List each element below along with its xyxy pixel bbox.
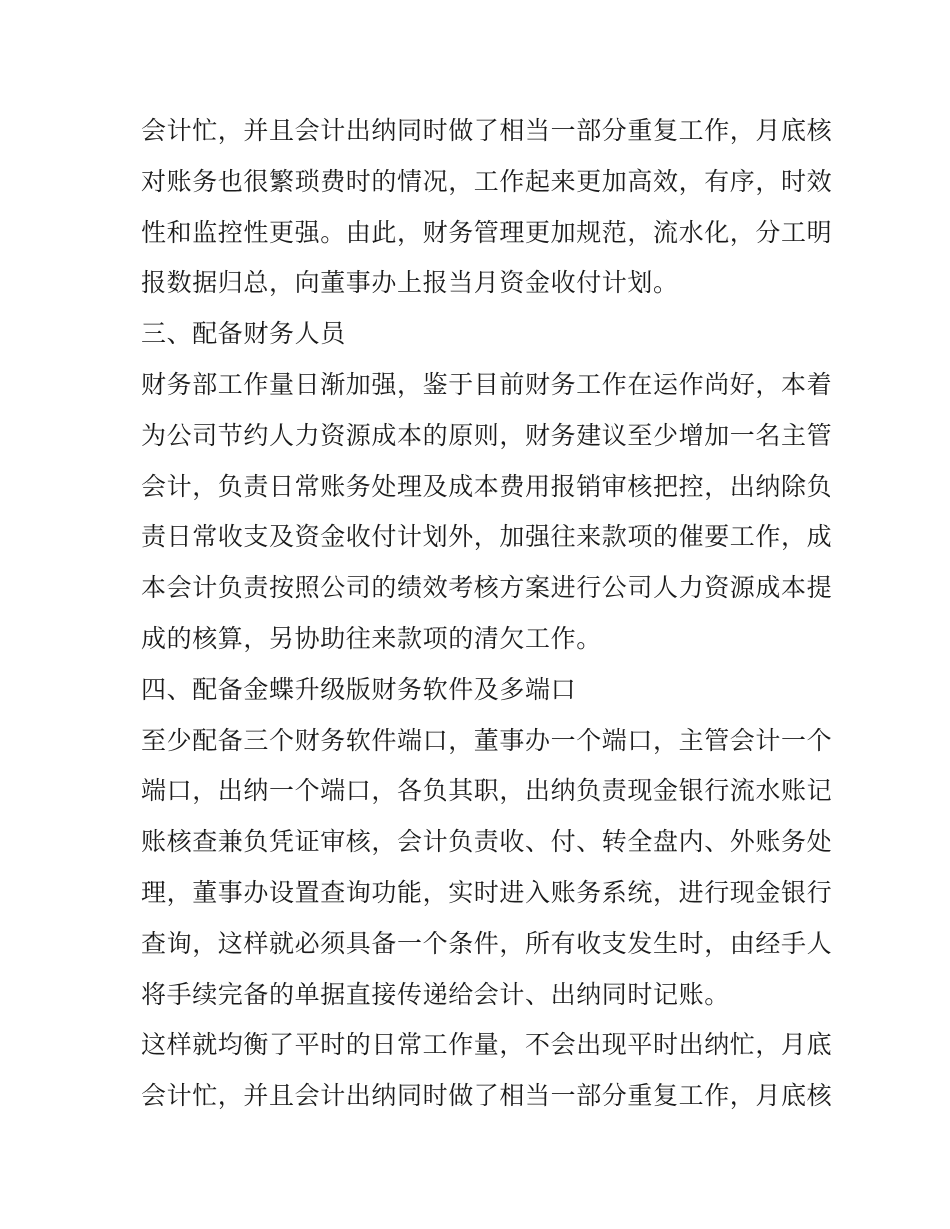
text-line: 这样就均衡了平时的日常工作量，不会出现平时出纳忙，月底 bbox=[141, 1030, 833, 1060]
text-line: 会计忙，并且会计出纳同时做了相当一部分重复工作，月底核 bbox=[141, 116, 833, 145]
text-line: 财务部工作量日渐加强，鉴于目前财务工作在运作尚好，本着 bbox=[141, 369, 833, 399]
text-line: 会计忙，并且会计出纳同时做了相当一部分重复工作，月底核 bbox=[141, 1081, 833, 1111]
document-body bbox=[141, 106, 833, 1122]
text-line: 性和监控性更强。由此，财务管理更加规范，流水化，分工明 bbox=[141, 217, 833, 247]
text-line: 至少配备三个财务软件端口，董事办一个端口，主管会计一个 bbox=[141, 725, 833, 755]
text-line: 对账务也很繁琐费时的情况，工作起来更加高效，有序，时效 bbox=[141, 166, 833, 196]
text-line: 为公司节约人力资源成本的原则，财务建议至少增加一名主管 bbox=[141, 420, 833, 450]
text-line: 责日常收支及资金收付计划外，加强往来款项的催要工作，成 bbox=[141, 522, 833, 552]
text-line: 本会计负责按照公司的绩效考核方案进行公司人力资源成本提 bbox=[141, 573, 833, 603]
text-line: 账核查兼负凭证审核，会计负责收、付、转全盘内、外账务处 bbox=[141, 827, 833, 857]
text-line: 成的核算，另协助往来款项的清欠工作。 bbox=[141, 623, 602, 653]
text-line: 理，董事办设置查询功能，实时进入账务系统，进行现金银行 bbox=[141, 877, 833, 907]
text-line: 查询，这样就必须具备一个条件，所有收支发生时，由经手人 bbox=[141, 928, 833, 958]
section-heading: 四、配备金蝶升级版财务软件及多端口 bbox=[141, 674, 577, 704]
text-line: 报数据归总，向董事办上报当月资金收付计划。 bbox=[141, 268, 679, 298]
text-line: 将手续完备的单据直接传递给会计、出纳同时记账。 bbox=[141, 979, 730, 1009]
section-heading: 三、配备财务人员 bbox=[141, 319, 346, 349]
text-line: 端口，出纳一个端口，各负其职，出纳负责现金银行流水账记 bbox=[141, 776, 833, 806]
text-line: 会计，负责日常账务处理及成本费用报销审核把控，出纳除负 bbox=[141, 471, 833, 501]
